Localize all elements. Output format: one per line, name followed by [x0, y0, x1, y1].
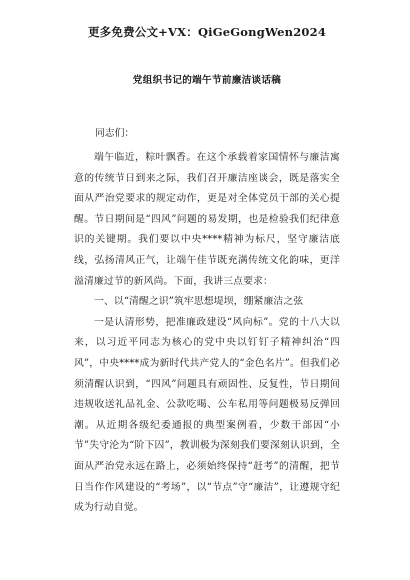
paragraph-intro: 端午临近，粽叶飘香。在这个承载着家国情怀与廉洁寓意的传统节日到来之际，我们召开廉洁座谈会，既是落实全面从严治党要求的规定动作，更是对全体党员干部的关心提醒。节日期间是“四风”问题的易发期，也是检验我们纪律意识的关键期。我们要以中央****精神为标尺，坚守廉洁底线，弘扬清风正气，让端午佳节既充满传统文化韵味，更洋溢清廉过节的新风尚。下面，我讲三点要求：	[74, 152, 340, 287]
document-body	[74, 148, 340, 519]
section-heading-1: 一、以“清醒之识”筑牢思想堤坝，绷紧廉洁之弦	[94, 296, 304, 308]
salutation: 同志们：	[95, 128, 135, 139]
paragraph-point-1: 一是认清形势，把准廉政建设“风向标”。党的十八大以来，以习近平同志为核心的党中央以钉钉子精神纠治“四风”，中央****成为新时代共产党人的“金色名片”。但我们必须清醒认识到，“四风”问题具有顽固性、反复性，节日期间违规收送礼品礼金、公款吃喝、公车私用等问题极易反弹回潮。从近期各级纪委通报的典型案例看，少数干部因“小节”失守沦为“阶下囚”，教训极为深刻我们要深刻认识到，全面从严治党永远在路上，必须始终保持“赶考”的清醒，把节日当作作风建设的“考场”，以“节点”守“廉洁”，让遵规守纪成为行动自觉。	[74, 316, 340, 514]
promo-banner: 更多免费公文+VX：QiGeGongWen2024	[87, 25, 327, 39]
document-title: 党组织书记的端午节前廉洁谈话稿	[132, 75, 282, 86]
